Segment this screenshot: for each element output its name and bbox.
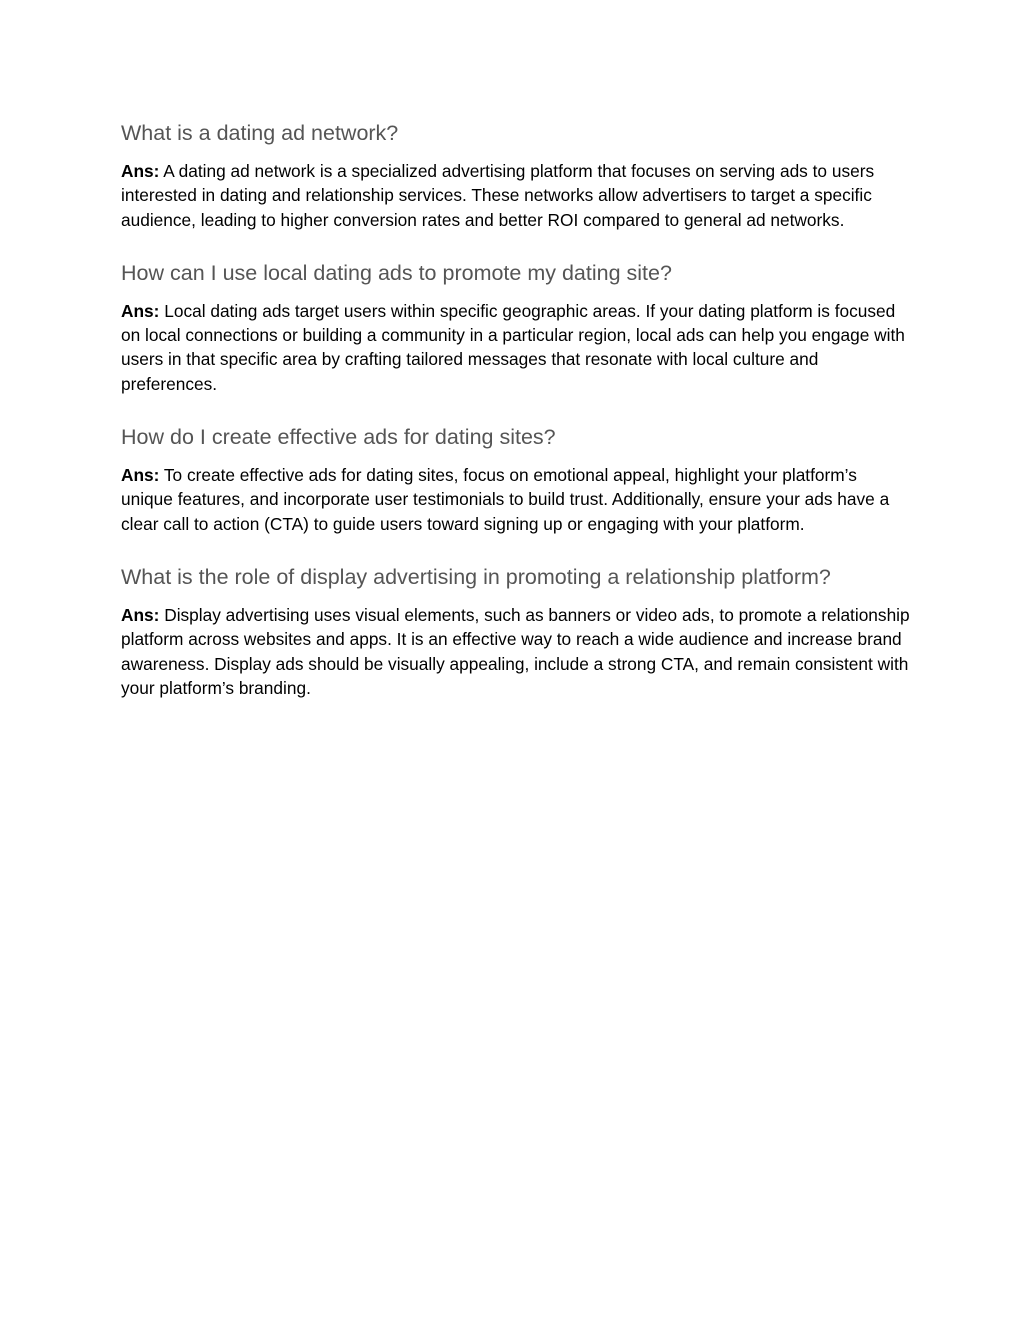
faq-answer: [121, 299, 911, 396]
answer-label: Ans:: [121, 300, 160, 321]
faq-answer: [121, 603, 911, 700]
answer-text: Local dating ads target users within specific geographic areas. If your dating platform is focused on local connections or building a community in a particular region, local ads can help you engage with users in that specific area by crafting tailored messages that resonate with local culture and preferences.: [121, 300, 905, 394]
answer-text: A dating ad network is a specialized advertising platform that focuses on serving ads to users interested in dating and relationship services. These networks allow advertisers to target a specific audience, leading to higher conversion rates and better ROI compared to general ad networks.: [121, 161, 875, 230]
faq-answer: [121, 159, 911, 232]
faq-item-dating-ad-network: [121, 118, 911, 232]
faq-question: What is a dating ad network?: [121, 121, 399, 145]
answer-text: Display advertising uses visual elements, such as banners or video ads, to promote a relationship platform across websites and apps. It is an effective way to reach a wide audience and increase brand awareness. Display ads should be visually appealing, include a strong CTA, and remain consistent with your platform’s branding.: [121, 604, 910, 698]
answer-label: Ans:: [121, 161, 160, 181]
answer-label: Ans:: [121, 604, 160, 625]
faq-item-display-advertising: [121, 562, 911, 700]
faq-item-effective-ads: [121, 422, 911, 536]
faq-question: How can I use local dating ads to promote my dating site?: [121, 260, 672, 285]
document-page: [121, 118, 911, 726]
answer-label: Ans:: [121, 465, 160, 486]
answer-text: To create effective ads for dating sites, focus on emotional appeal, highlight your platform’s unique features, and incorporate user testimonials to build trust. Additionally, ensure your ads have a clear call to action (CTA) to guide users toward signing up or engaging with your platform.: [121, 465, 890, 534]
faq-answer: [121, 463, 911, 536]
faq-item-local-dating-ads: [121, 258, 911, 396]
faq-question: How do I create effective ads for dating sites?: [121, 425, 556, 450]
faq-question: What is the role of display advertising in promoting a relationship platform?: [121, 564, 831, 589]
